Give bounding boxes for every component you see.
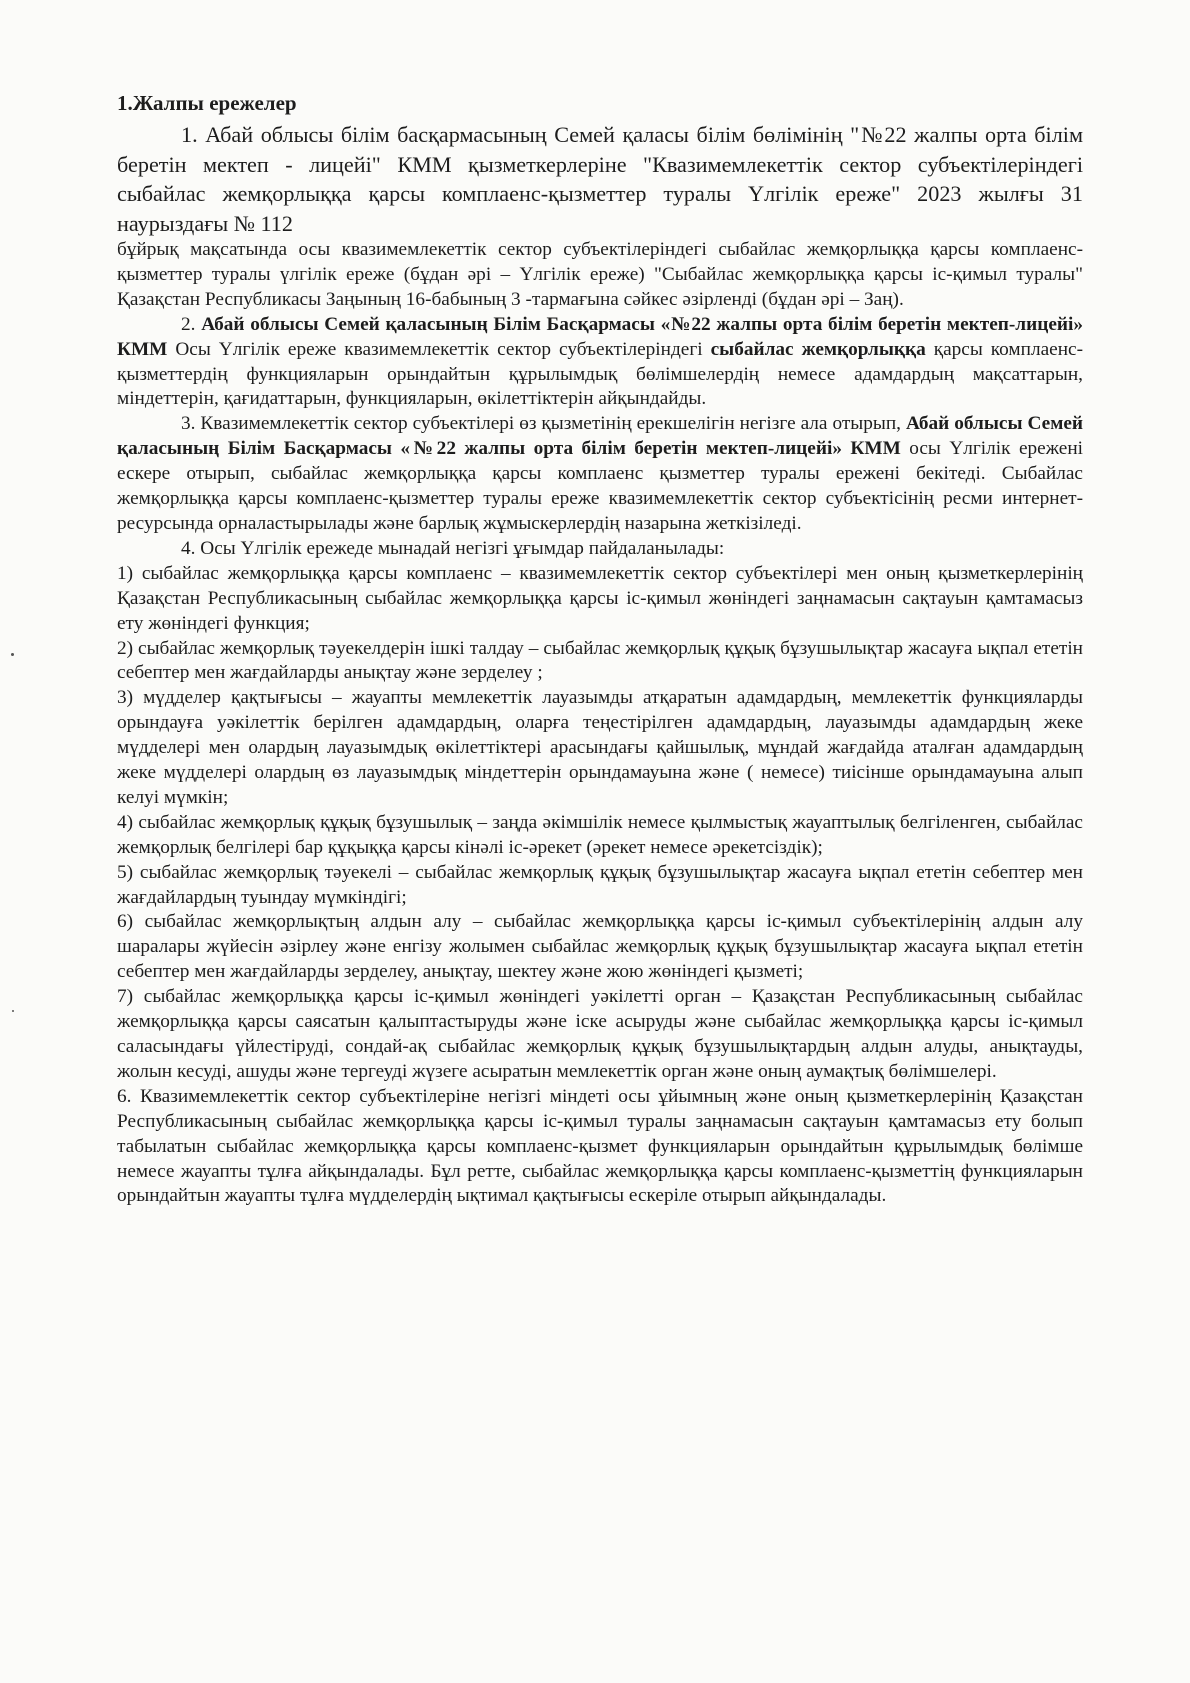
paragraph-1: 1. Абай облысы білім басқармасының Семей қаласы білім бөлімінің "№22 жалпы орта білім беретін мектеп - лицейі" КММ қызметкерлеріне "Квазимемлекеттік сектор субъектілеріндегі сыбайлас жемқорлыққа қарсы комплаенс-қызметтер туралы Үлгілік ереже" 2023 жылғы 31 наурыздағы № 112	[117, 122, 1083, 236]
definition-item: 7) сыбайлас жемқорлыққа қарсы іс-қимыл жөніндегі уәкілетті орган – Қазақстан Республикасының сыбайлас жемқорлыққа қарсы саясатын қалыптастыруды және іске асыруды және сыбайлас жемқорлыққа қарсы іс-қимыл саласындағы үйлестіруді, сондай-ақ сыбайлас жемқорлық құқық бұзушылықтардың алдын алуды, анықтауды, жолын кесуді, ашуды және тергеуді жүзеге асыратын мемлекеттік орган және оның аумақтық бөлімшелері.	[117, 986, 1083, 1082]
paragraph-2-emphasis: сыбайлас жемқорлыққа	[710, 338, 926, 360]
scan-speck	[12, 1010, 14, 1012]
paragraph-2-number: 2.	[181, 313, 196, 335]
paragraph-4: 4. Осы Үлгілік ережеде мынадай негізгі ұғымдар пайдаланылады:	[181, 537, 725, 559]
paragraph-3-organization: Абай облысы Семей қаласының Білім Басқармасы «№22 жалпы орта білім беретін мектеп-лицейі» КММ	[117, 413, 1084, 460]
definition-item: 2) сыбайлас жемқорлық тәуекелдерін ішкі талдау – сыбайлас жемқорлық құқық бұзушылықтар жасауға ықпал ететін себептер мен жағдайларды анықтау және зерделеу ;	[117, 637, 1083, 684]
definition-item: 6) сыбайлас жемқорлықтың алдын алу – сыбайлас жемқорлыққа қарсы іс-қимыл субъектілерінің алдын алу шаралары жүйесін әзірлеу және енгізу жолымен сыбайлас жемқорлық құқық бұзушылықтар жасауға ықпал ететін себептер мен жағдайларды зерделеу, анықтау, шектеу және жою жөніндегі қызметі;	[117, 911, 1083, 983]
definition-item: 3) мүдделер қақтығысы – жауапты мемлекеттік лауазымды атқаратын адамдардың, мемлекеттік функцияларды орындауға уәкілеттік берілген адамдардың, оларға теңестірілген адамдардың, лауазымды адамдардың жеке мүдделері мен олардың лауазымдық өкілеттіктері арасындағы қайшылық, мұндай жағдайда аталған адамдардың жеке мүдделері олардың өз лауазымдық міндеттерін орындамауына және ( немесе) тиісінше орындамауына алып келуі мүмкін;	[117, 687, 1083, 808]
paragraph-3-text-1: 3. Квазимемлекеттік сектор субъектілері өз қызметінің ерекшелігін негізге ала отырып,	[181, 413, 901, 435]
definition-item: 4) сыбайлас жемқорлық құқық бұзушылық – заңда әкімшілік немесе қылмыстық жауаптылық белгіленген, сыбайлас жемқорлық белгілері бар құқыққа қарсы кінәлі іс-әрекет (әрекет немесе әрекетсіздік);	[117, 811, 1083, 858]
paragraph-6: 6. Квазимемлекеттік сектор субъектілеріне негізгі міндеті осы ұйымның және оның қызметкерлерінің Қазақстан Республикасының сыбайлас жемқорлыққа қарсы іс-қимыл туралы заңнамасын сақтауын қамтамасыз ету болып табылатын сыбайлас жемқорлыққа қарсы комплаенс-қызмет функцияларын орындайтын құрылымдық бөлімше немесе жауапты тұлға айқындалады. Бұл ретте, сыбайлас жемқорлыққа қарсы комплаенс-қызметтің функцияларын орындайтын жауапты тұлға мүдделердің ықтимал қақтығысы ескеріле отырып айқындалады.	[117, 1085, 1083, 1207]
paragraph-2-organization: Абай облысы Семей қаласының Білім Басқармасы «№22 жалпы орта білім беретін мектеп-лицейі» КММ	[117, 313, 1083, 360]
definition-item: 5) сыбайлас жемқорлық тәуекелі – сыбайлас жемқорлық құқық бұзушылықтар жасауға ықпал ететін себептер мен жағдайлардың туындау мүмкіндігі;	[117, 861, 1083, 908]
paragraph-2-text-1: Осы Үлгілік ереже квазимемлекеттік сектор субъектілеріндегі	[175, 338, 703, 360]
definition-item: 1) сыбайлас жемқорлыққа қарсы комплаенс – квазимемлекеттік сектор субъектілері мен оның қызметкерлерінің Қазақстан Республикасының сыбайлас жемқорлыққа қарсы іс-қимыл жөніндегі заңнамасын сақтауын қамтамасыз ету жөніндегі функция;	[117, 562, 1083, 634]
paragraph-2	[117, 313, 1083, 413]
section-heading: 1.Жалпы ережелер	[117, 91, 297, 115]
paragraph-3	[117, 412, 1083, 537]
scan-speck	[11, 653, 14, 656]
paragraph-2-text-2: қарсы комплаенс-қызметтердің функцияларын орындайтын құрылымдық бөлімшелердің немесе адамдардың мақсаттарын, міндеттерін, қағидаттарын, функцияларын, өкілеттіктерін айқындайды.	[117, 338, 1083, 410]
document-body	[117, 90, 1083, 1209]
paragraph-3-text-2: осы Үлгілік ережені ескере отырып, сыбайлас жемқорлыққа қарсы комплаенс қызметтер туралы ережені бекітеді. Сыбайлас жемқорлыққа қарсы комплаенс-қызметтер туралы ереже квазимемлекеттік сектор субъектісінің ресми интернет-ресурсында орналастырылады және барлық жұмыскерлердің назарына жеткізіледі.	[117, 438, 1083, 534]
paragraph-1-continuation: бұйрық мақсатында осы квазимемлекеттік сектор субъектілеріндегі сыбайлас жемқорлыққа қарсы комплаенс-қызметтер туралы үлгілік ереже (бұдан әрі – Үлгілік ереже) "Сыбайлас жемқорлыққа қарсы іс-қимыл туралы" Қазақстан Республикасы Заңының 16-бабының 3 -тармағына сәйкес әзірленді (бұдан әрі – Заң).	[117, 239, 1083, 310]
